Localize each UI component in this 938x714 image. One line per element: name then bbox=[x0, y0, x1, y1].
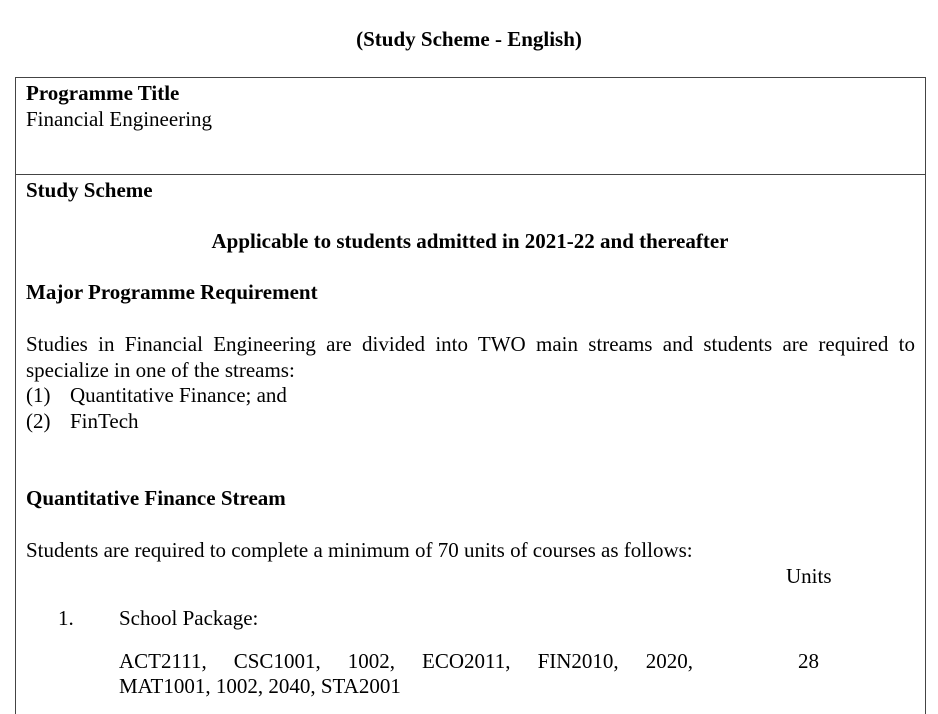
item-title: School Package: bbox=[119, 606, 259, 630]
programme-title-box bbox=[15, 77, 926, 175]
study-scheme-label: Study Scheme bbox=[26, 178, 153, 202]
programme-title-label: Programme Title bbox=[26, 81, 180, 105]
intro-line-1: Studies in Financial Engineering are divided into TWO main streams and students are required to bbox=[26, 332, 915, 356]
item-number: 1. bbox=[58, 606, 74, 630]
stream-name-1: Quantitative Finance; and bbox=[70, 383, 287, 407]
stream-number-1: (1) bbox=[26, 383, 51, 407]
applicability-statement: Applicable to students admitted in 2021-22 and thereafter bbox=[211, 229, 729, 253]
item-units: 28 bbox=[798, 649, 819, 673]
programme-title-value: Financial Engineering bbox=[26, 107, 213, 131]
document-heading: (Study Scheme - English) bbox=[356, 27, 582, 51]
study-scheme-box bbox=[15, 174, 926, 714]
stream-name-2: FinTech bbox=[70, 409, 139, 433]
qf-stream-heading: Quantitative Finance Stream bbox=[26, 486, 286, 510]
major-requirement-heading: Major Programme Requirement bbox=[26, 280, 318, 304]
qf-requirement: Students are required to complete a minimum of 70 units of courses as follows: bbox=[26, 538, 693, 562]
stream-number-2: (2) bbox=[26, 409, 51, 433]
item-courses-line-1: ACT2111, CSC1001, 1002, ECO2011, FIN2010, 2020, bbox=[119, 649, 693, 673]
units-column-header: Units bbox=[786, 564, 832, 588]
intro-line-2: specialize in one of the streams: bbox=[26, 358, 295, 382]
item-courses-line-2: MAT1001, 1002, 2040, STA2001 bbox=[119, 674, 401, 698]
